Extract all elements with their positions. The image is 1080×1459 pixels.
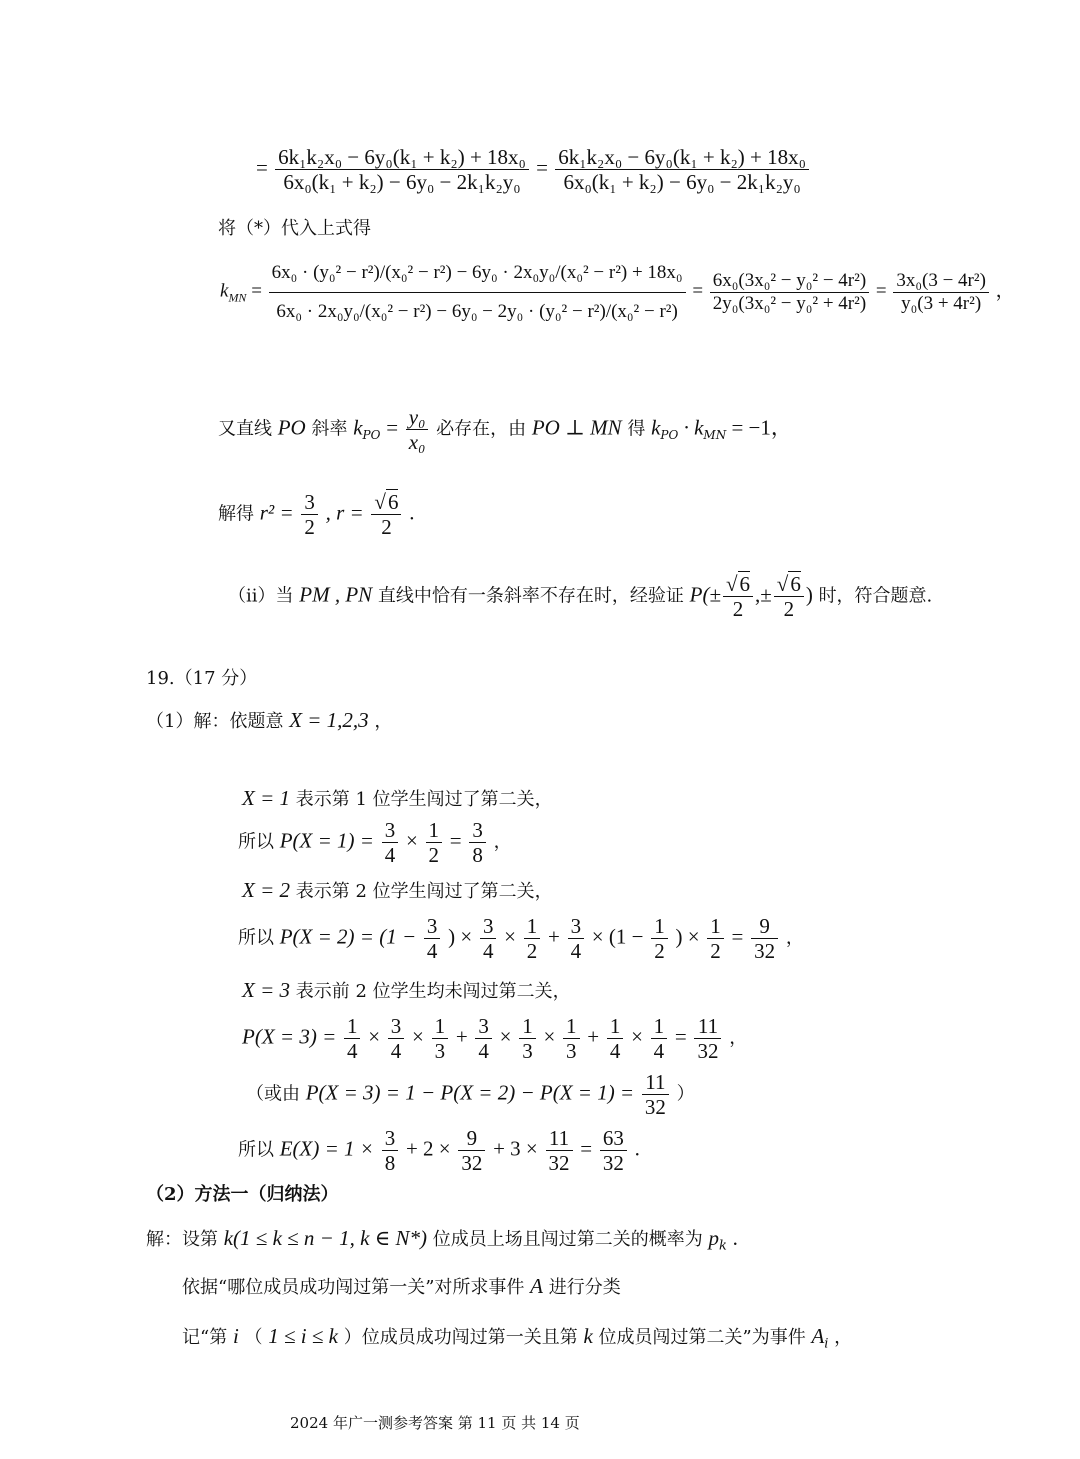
- fraction: $\frac{3}{2}$: [301, 490, 318, 539]
- fraction: $\frac{\text{y₀}}{\text{x₀}}$: [406, 405, 429, 454]
- fraction: $\frac{√6}{2}$: [723, 572, 753, 621]
- part-2-heading: （2）方法一（归纳法）: [146, 1184, 339, 1205]
- equation-ex: 所以 E(X) = 1 × $\frac{3}{8}$ + 2 × $\frac{9}{32}$ + 3 × $\frac{11}{32}$ = $\frac{63}{32}$ .: [238, 1126, 640, 1176]
- fraction: $\frac{1}{3}$: [563, 1014, 580, 1063]
- text-line-solve-r: 解得 r² = $\frac{3}{2}$ , r = $\frac{√6}{2}$ .: [218, 490, 415, 540]
- fraction: $\frac{\text{6x₀(3x₀² − y₀² − 4r²)}}{\text{2y₀(3x₀² − y₀² + 4r²)}}$: [710, 270, 869, 315]
- fraction: $\frac{1}{2}$: [707, 914, 724, 963]
- fraction: $\frac{9}{32}$: [751, 914, 778, 963]
- equation-px3: P(X = 3) = $\frac{1}{4}$ × $\frac{3}{4}$ × $\frac{1}{3}$ + $\frac{3}{4}$ × $\frac{1}{3}$ × $\frac{1}{3}$ + $\frac{1}{4}$ × $\frac{1}{4}$ = $\frac{11}{32}$ ，: [242, 1014, 748, 1064]
- question-19-heading: 19.（17 分）: [146, 668, 258, 689]
- fraction: $\frac{\text{3x₀(3 − 4r²)}}{\text{y₀(3 + 4r²)}}$: [893, 270, 989, 315]
- text-event-definition: 记“第 i （ 1 ≤ i ≤ k ）位成员成功闯过第一关且第 k 位成员闯过第二关”为事件 $A_i$ ，: [182, 1324, 853, 1352]
- fraction: $\frac{1}{4}$: [607, 1014, 624, 1063]
- text-x1: X = 1 表示第 1 位学生闯过了第二关，: [242, 786, 553, 810]
- page-footer: 2024 年广一测参考答案 第 11 页 共 14 页: [290, 1414, 580, 1432]
- text-x3: X = 3 表示前 2 位学生均未闯过第二关，: [242, 978, 571, 1002]
- fraction: $\frac{1}{2}$: [524, 914, 541, 963]
- fraction: $\frac{11}{32}$: [642, 1070, 669, 1119]
- fraction: $\frac{11}{32}$: [546, 1126, 573, 1175]
- fraction: $\frac{\text{6x₀ · (y₀² − r²)/(x₀² − r²) − 6y₀ · 2x₀y₀/(x₀² − r²) + 18x₀}}{\text{6x₀ · 2x₀y₀/(x₀² − r²) − 6y₀ − 2y₀ · (y₀² − r²)/(x₀² − r²)}}$: [269, 262, 686, 323]
- equation-px2: 所以 P(X = 2) = (1 − $\frac{3}{4}$ ) × $\frac{3}{4}$ × $\frac{1}{2}$ + $\frac{3}{4}$ × (1 − $\frac{1}{2}$ ) × $\frac{1}{2}$ = $\frac{9}{32}$ ，: [238, 914, 804, 964]
- fraction: $\frac{9}{32}$: [458, 1126, 485, 1175]
- fraction: $\frac{\text{6k₁k₂x₀ − 6y₀(k₁ + k₂) + 18x₀}}{\text{6x₀(k₁ + k₂) − 6y₀ − 2k₁k₂y₀}}$: [275, 145, 529, 194]
- fraction: $\frac{3}{4}$: [424, 914, 441, 963]
- equation-line-1: = $\frac{\text{6k₁k₂x₀ − 6y₀(k₁ + k₂) + 18x₀}}{\text{6x₀(k₁ + k₂) − 6y₀ − 2k₁k₂y₀}}$ = $\frac{\text{6k₁k₂x₀ − 6y₀(k₁ + k₂) + 18x₀}}{\text{6x₀(k₁ + k₂) − 6y₀ − 2k₁k₂y₀}}$: [256, 145, 811, 194]
- fraction: $\frac{1}{4}$: [651, 1014, 668, 1063]
- fraction: $\frac{1}{2}$: [651, 914, 668, 963]
- fraction: $\frac{√6}{2}$: [774, 572, 804, 621]
- text-x2: X = 2 表示第 2 位学生闯过了第二关，: [242, 878, 553, 902]
- fraction: $\frac{3}{8}$: [382, 1126, 399, 1175]
- text-line-case-ii: （ii）当 PM , PN 直线中恰有一条斜率不存在时，经验证 P(± $\frac{√6}{2}$ ,± $\frac{√6}{2}$ ) 时，符合题意.: [228, 572, 933, 622]
- fraction: $\frac{1}{3}$: [432, 1014, 449, 1063]
- fraction: $\frac{3}{4}$: [382, 818, 399, 867]
- fraction: $\frac{\text{6k₁k₂x₀ − 6y₀(k₁ + k₂) + 18x₀}}{\text{6x₀(k₁ + k₂) − 6y₀ − 2k₁k₂y₀}}$: [555, 145, 809, 194]
- fraction: $\frac{1}{3}$: [519, 1014, 536, 1063]
- equation-kmn: $k_{MN}$ = $\frac{\text{6x₀ · (y₀² − r²)/(x₀² − r²) − 6y₀ · 2x₀y₀/(x₀² − r²) + 18x₀}}{\text{6x₀ · 2x₀y₀/(x₀² − r²) − 6y₀ − 2y₀ · (y₀² − r²)/(x₀² − r²)}}$ = $\frac{\text{6x₀(3x₀² − y₀² − 4r²)}}{\text{2y₀(3x₀² − y₀² + 4r²)}}$ = $\frac{\text{3x₀(3 − 4r²)}}{\text{y₀(3 + 4r²)}}$ ，: [220, 262, 1015, 322]
- equation-alt: （或由 P(X = 3) = 1 − P(X = 2) − P(X = 1) = $\frac{11}{32}$ ）: [246, 1070, 695, 1120]
- fraction: $\frac{√6}{2}$: [371, 490, 401, 539]
- fraction: $\frac{63}{32}$: [600, 1126, 627, 1175]
- text-line-substitute: 将（*）代入上式得: [218, 218, 371, 239]
- text-solution-setup: 解：设第 k(1 ≤ k ≤ n − 1, k ∈ N*) 位成员上场且闯过第二关的概率为 $p_k$ .: [146, 1226, 738, 1254]
- fraction: $\frac{1}{4}$: [344, 1014, 361, 1063]
- fraction: $\frac{1}{2}$: [426, 818, 443, 867]
- fraction: $\frac{3}{8}$: [469, 818, 486, 867]
- fraction: $\frac{3}{4}$: [475, 1014, 492, 1063]
- fraction: $\frac{11}{32}$: [694, 1014, 721, 1063]
- part-1-intro: （1）解：依题意 X = 1,2,3 ，: [146, 708, 393, 732]
- equation-px1: 所以 P(X = 1) = $\frac{3}{4}$ × $\frac{1}{2}$ = $\frac{3}{8}$ ，: [238, 818, 512, 868]
- text-line-po-slope: 又直线 PO 斜率 $k_{PO}$ = $\frac{\text{y₀}}{\text{x₀}}$ 必存在，由 PO ⊥ MN 得 $k_{PO} \cdot k_{MN} = -1$，: [218, 405, 792, 455]
- text-classification: 依据“哪位成员成功闯过第一关”对所求事件 A 进行分类: [182, 1274, 621, 1298]
- fraction: $\frac{3}{4}$: [388, 1014, 405, 1063]
- fraction: $\frac{3}{4}$: [480, 914, 497, 963]
- fraction: $\frac{3}{4}$: [568, 914, 585, 963]
